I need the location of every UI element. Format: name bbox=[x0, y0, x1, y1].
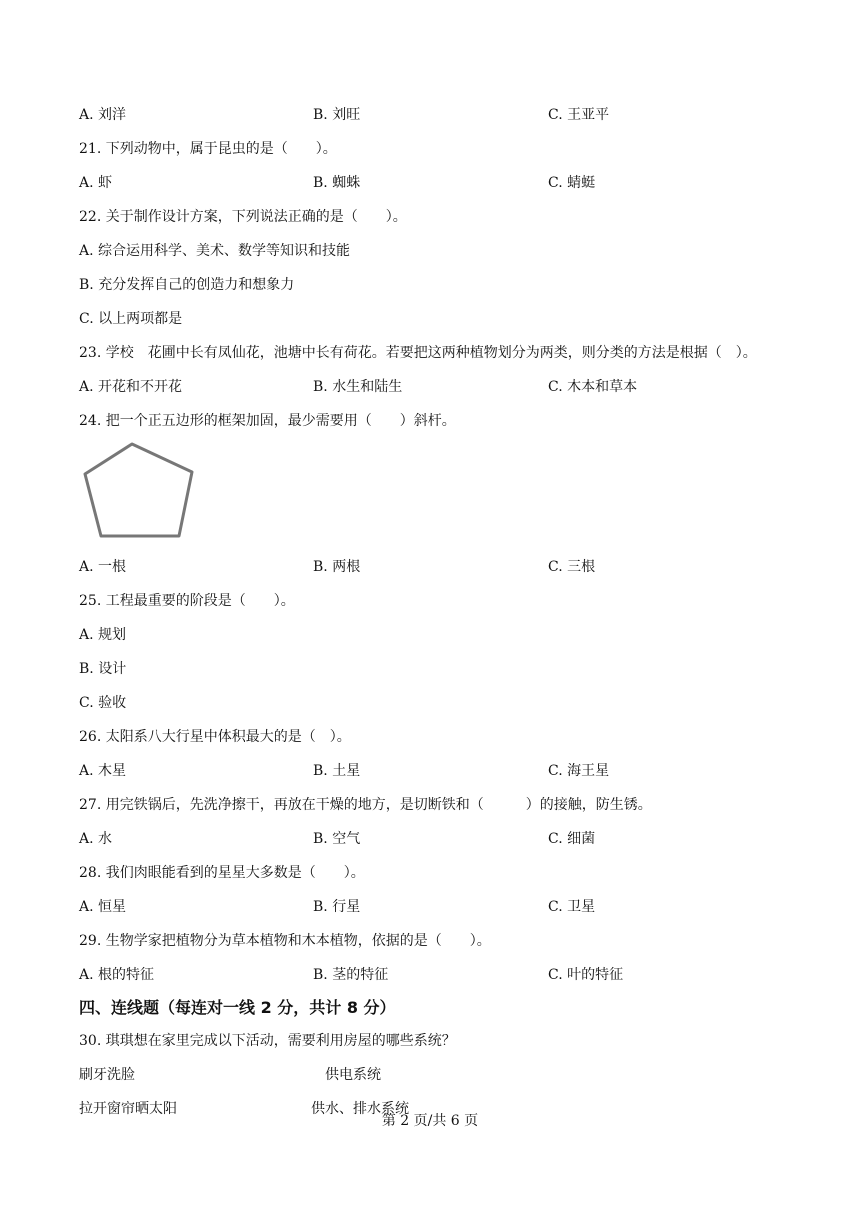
q30-right-item-2: 供水、排水系统 bbox=[311, 1101, 409, 1117]
q22-option-b: B. 充分发挥自己的创造力和想象力 bbox=[79, 277, 295, 293]
q29-option-c: C. 叶的特征 bbox=[548, 967, 624, 983]
q29-stem: 29. 生物学家把植物分为草本植物和木本植物，依据的是（ ）。 bbox=[79, 933, 491, 949]
q26-option-a: A. 木星 bbox=[79, 763, 127, 779]
q30-stem: 30. 琪琪想在家里完成以下活动，需要利用房屋的哪些系统？ bbox=[79, 1033, 456, 1049]
q22-option-c: C. 以上两项都是 bbox=[79, 311, 183, 327]
q25-option-a: A. 规划 bbox=[79, 627, 127, 643]
q27-stem: 27. 用完铁锅后，先洗净擦干，再放在干燥的地方，是切断铁和（ ）的接触，防生锈。 bbox=[79, 797, 652, 813]
q29-option-b: B. 茎的特征 bbox=[313, 967, 389, 983]
q28-option-c: C. 卫星 bbox=[548, 899, 596, 915]
q28-option-b: B. 行星 bbox=[313, 899, 361, 915]
q26-option-c: C. 海王星 bbox=[548, 763, 610, 779]
pentagon-figure bbox=[79, 436, 201, 542]
q26-stem: 26. 太阳系八大行星中体积最大的是（ ）。 bbox=[79, 729, 351, 745]
q26-option-b: B. 土星 bbox=[313, 763, 361, 779]
q28-stem: 28. 我们肉眼能看到的星星大多数是（ ）。 bbox=[79, 865, 365, 881]
q30-left-item-1: 刷牙洗脸 bbox=[79, 1067, 135, 1083]
page-number: 第 2 页/共 6 页 bbox=[381, 1113, 479, 1129]
q27-option-a: A. 水 bbox=[79, 831, 113, 847]
q25-option-b: B. 设计 bbox=[79, 661, 127, 677]
q21-option-a: A. 虾 bbox=[79, 175, 113, 191]
q24-option-c: C. 三根 bbox=[548, 559, 596, 575]
q24-stem: 24. 把一个正五边形的框架加固，最少需要用（ ）斜杆。 bbox=[79, 413, 456, 429]
q23-option-a: A. 开花和不开花 bbox=[79, 379, 183, 395]
pentagon-shape bbox=[85, 444, 192, 536]
q27-option-c: C. 细菌 bbox=[548, 831, 596, 847]
q23-stem: 23. 学校 花圃中长有凤仙花，池塘中长有荷花。若要把这两种植物划分为两类，则分类的方法是根据（ ）。 bbox=[79, 345, 757, 361]
q22-stem: 22. 关于制作设计方案，下列说法正确的是（ ）。 bbox=[79, 209, 407, 225]
q28-option-a: A. 恒星 bbox=[79, 899, 127, 915]
q23-option-c: C. 木本和草本 bbox=[548, 379, 638, 395]
q21-stem: 21. 下列动物中，属于昆虫的是（ ）。 bbox=[79, 141, 337, 157]
q21-option-b: B. 蜘蛛 bbox=[313, 175, 361, 191]
q25-stem: 25. 工程最重要的阶段是（ ）。 bbox=[79, 593, 295, 609]
q23-option-b: B. 水生和陆生 bbox=[313, 379, 403, 395]
q30-left-item-2: 拉开窗帘晒太阳 bbox=[79, 1101, 177, 1117]
q24-option-b: B. 两根 bbox=[313, 559, 361, 575]
q25-option-c: C. 验收 bbox=[79, 695, 127, 711]
q22-option-a: A. 综合运用科学、美术、数学等知识和技能 bbox=[79, 243, 351, 259]
q20-option-a: A. 刘洋 bbox=[79, 107, 127, 123]
q27-option-b: B. 空气 bbox=[313, 831, 361, 847]
q30-right-item-1: 供电系统 bbox=[325, 1067, 381, 1083]
q20-option-c: C. 王亚平 bbox=[548, 107, 610, 123]
q29-option-a: A. 根的特征 bbox=[79, 967, 155, 983]
q20-option-b: B. 刘旺 bbox=[313, 107, 361, 123]
q24-option-a: A. 一根 bbox=[79, 559, 127, 575]
q21-option-c: C. 蜻蜓 bbox=[548, 175, 596, 191]
section-title-matching: 四、连线题（每连对一线 2 分，共计 8 分） bbox=[79, 998, 396, 1017]
